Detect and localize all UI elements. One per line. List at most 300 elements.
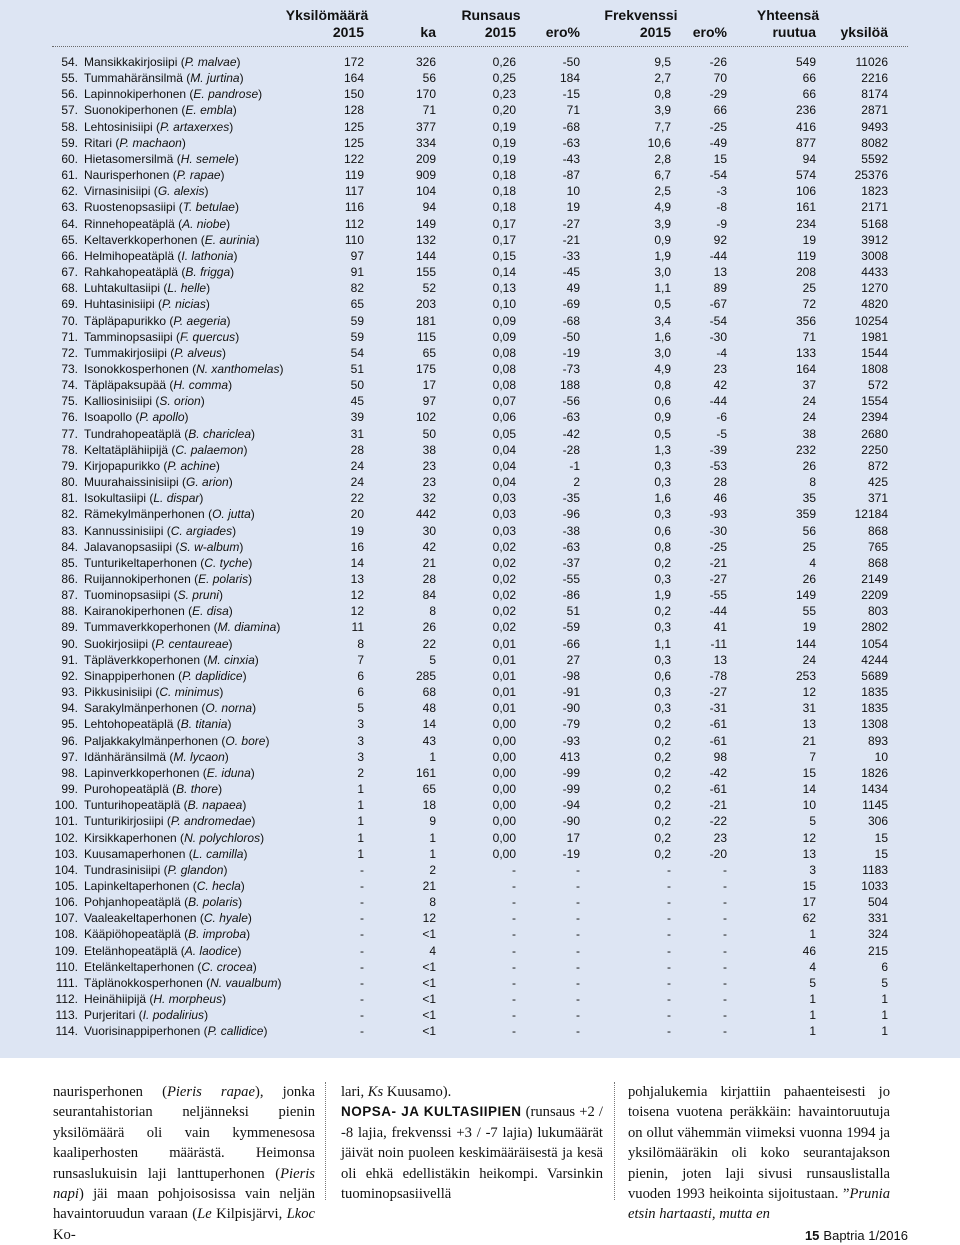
cell-ka: 65 bbox=[422, 345, 436, 360]
species-name: Sinappiperhonen (P. daplidice) bbox=[84, 668, 247, 683]
cell-f15: 0,9 bbox=[654, 410, 671, 425]
species-name: Naurisperhonen (P. rapae) bbox=[84, 168, 225, 183]
cell-y15: 28 bbox=[350, 442, 364, 457]
cell-ka: 22 bbox=[422, 636, 436, 651]
species-name: Kannussinisiipi (C. argiades) bbox=[84, 523, 237, 538]
cell-num: 87. bbox=[61, 588, 78, 603]
cell-fe: - bbox=[723, 1024, 727, 1039]
text-segment: Kilpisjärvi, bbox=[211, 1206, 287, 1223]
cell-yk: 3912 bbox=[861, 232, 888, 247]
cell-y15: 3 bbox=[357, 749, 364, 764]
cell-ru: 106 bbox=[795, 184, 816, 199]
cell-fe: 13 bbox=[713, 652, 727, 667]
species-name: Isoapollo (P. apollo) bbox=[84, 410, 189, 425]
cell-ru: 24 bbox=[802, 652, 816, 667]
table-row bbox=[0, 199, 960, 215]
cell-f15: 3,0 bbox=[654, 345, 671, 360]
cell-num: 70. bbox=[61, 313, 78, 328]
cell-ru: 12 bbox=[802, 830, 816, 845]
cell-re: 184 bbox=[559, 71, 580, 86]
cell-ka: 48 bbox=[422, 701, 436, 716]
species-name: Kääpiöhopeatäplä (B. improba) bbox=[84, 927, 251, 942]
cell-r15: - bbox=[512, 1008, 516, 1023]
cell-fe: 92 bbox=[713, 232, 727, 247]
cell-yk: 1826 bbox=[861, 765, 888, 780]
cell-yk: 371 bbox=[867, 491, 888, 506]
cell-yk: 2149 bbox=[861, 572, 888, 586]
cell-y15: 12 bbox=[350, 588, 364, 603]
cell-ka: 102 bbox=[415, 410, 436, 425]
cell-ka: 104 bbox=[415, 184, 436, 199]
cell-num: 63. bbox=[61, 200, 78, 215]
cell-ru: 1 bbox=[809, 1008, 816, 1023]
cell-fe: 15 bbox=[713, 151, 727, 166]
cell-num: 85. bbox=[61, 555, 78, 570]
cell-ru: 46 bbox=[802, 943, 816, 958]
cell-fe: -93 bbox=[709, 507, 727, 522]
cell-ka: 68 bbox=[422, 685, 436, 700]
cell-y15: 65 bbox=[350, 297, 364, 312]
table-row bbox=[0, 506, 960, 522]
cell-re: -19 bbox=[562, 345, 580, 360]
scientific-name: B. polaris bbox=[188, 895, 239, 910]
cell-yk: 1 bbox=[881, 992, 888, 1007]
cell-ka: 170 bbox=[415, 87, 436, 102]
cell-ru: 8 bbox=[809, 475, 816, 490]
cell-ru: 1 bbox=[809, 927, 816, 942]
cell-y15: 16 bbox=[350, 539, 364, 554]
cell-f15: 0,3 bbox=[654, 685, 671, 700]
cell-r15: 0,08 bbox=[492, 378, 516, 393]
magazine-issue: Baptria 1/2016 bbox=[823, 1228, 908, 1243]
cell-fe: - bbox=[723, 1008, 727, 1023]
cell-re: - bbox=[576, 878, 580, 893]
cell-num: 54. bbox=[61, 55, 78, 69]
cell-fe: -44 bbox=[709, 604, 727, 619]
cell-fe: -53 bbox=[709, 458, 727, 473]
scientific-name: S. w-album bbox=[179, 539, 240, 554]
cell-fe: -42 bbox=[709, 765, 727, 780]
cell-f15: 0,3 bbox=[654, 620, 671, 635]
species-name: Tunturikeltaperhonen (C. tyche) bbox=[84, 555, 253, 570]
species-name: Muurahaissinisiipi (G. arion) bbox=[84, 475, 233, 490]
cell-fe: 42 bbox=[713, 378, 727, 393]
cell-y15: 172 bbox=[343, 55, 364, 69]
cell-ru: 4 bbox=[809, 959, 816, 974]
cell-f15: 4,9 bbox=[654, 361, 671, 376]
scientific-name: N. xanthomelas bbox=[196, 361, 280, 376]
species-name: Ruijannokiperhonen (E. polaris) bbox=[84, 572, 253, 586]
cell-ru: 10 bbox=[802, 798, 816, 813]
table-row bbox=[0, 426, 960, 442]
cell-yk: 1981 bbox=[861, 329, 888, 344]
species-name: Kuusamaperhonen (L. camilla) bbox=[84, 846, 248, 861]
cell-r15: 0,23 bbox=[492, 87, 516, 102]
cell-f15: 7,7 bbox=[654, 119, 671, 134]
text-segment: Le bbox=[197, 1206, 212, 1223]
cell-ru: 37 bbox=[802, 378, 816, 393]
cell-f15: - bbox=[667, 959, 671, 974]
cell-r15: - bbox=[512, 878, 516, 893]
table-row bbox=[0, 943, 960, 959]
species-name: Isonokkosperhonen (N. xanthomelas) bbox=[84, 361, 284, 376]
cell-re: -33 bbox=[562, 248, 580, 263]
cell-ru: 133 bbox=[795, 345, 816, 360]
cell-num: 104. bbox=[54, 862, 78, 877]
scientific-name: C. hecla bbox=[196, 878, 241, 893]
cell-f15: 0,3 bbox=[654, 572, 671, 586]
cell-y15: 164 bbox=[343, 71, 364, 86]
cell-num: 99. bbox=[61, 782, 78, 797]
species-name: Tummahäränsilmä (M. jurtina) bbox=[84, 71, 244, 86]
cell-ru: 356 bbox=[795, 313, 816, 328]
cell-y15: 6 bbox=[357, 668, 364, 683]
cell-fe: -8 bbox=[716, 200, 727, 215]
cell-f15: - bbox=[667, 862, 671, 877]
cell-fe: -55 bbox=[709, 588, 727, 603]
cell-fe: -11 bbox=[710, 636, 727, 651]
cell-ru: 14 bbox=[802, 782, 816, 797]
cell-re: - bbox=[576, 959, 580, 974]
cell-yk: 12184 bbox=[854, 507, 888, 522]
cell-ru: 24 bbox=[802, 394, 816, 409]
column-divider bbox=[325, 1082, 326, 1200]
species-name: Täpläpapurikko (P. aegeria) bbox=[84, 313, 231, 328]
header-col-runs-ero: ero% bbox=[545, 24, 580, 40]
scientific-name: P. andromedae bbox=[170, 814, 252, 829]
cell-fe: -22 bbox=[709, 814, 727, 829]
cell-yk: 1183 bbox=[862, 862, 888, 877]
cell-re: -68 bbox=[562, 119, 580, 134]
cell-fe: 89 bbox=[713, 281, 727, 296]
cell-fe: -61 bbox=[709, 782, 727, 797]
cell-yk: 9493 bbox=[861, 119, 888, 134]
scientific-name: B. chariclea bbox=[188, 426, 251, 441]
cell-ka: 175 bbox=[415, 361, 436, 376]
scientific-name: I. lathonia bbox=[181, 248, 234, 263]
cell-r15: 0,01 bbox=[492, 701, 516, 716]
text-segment: naurisperhonen ( bbox=[53, 1084, 167, 1100]
species-name: Ruostenopsasiipi (T. betulae) bbox=[84, 200, 239, 215]
cell-num: 61. bbox=[61, 168, 78, 183]
cell-ru: 416 bbox=[795, 119, 816, 134]
cell-fe: -30 bbox=[709, 523, 727, 538]
cell-re: -50 bbox=[562, 329, 580, 344]
cell-ka: 5 bbox=[429, 652, 436, 667]
cell-num: 110. bbox=[55, 959, 78, 974]
cell-re: - bbox=[576, 975, 580, 990]
cell-ru: 19 bbox=[802, 620, 816, 635]
cell-yk: 25376 bbox=[854, 168, 888, 183]
species-name: Keltatäplähiipijä (C. palaemon) bbox=[84, 442, 248, 457]
scientific-name: P. nicias bbox=[162, 297, 206, 312]
cell-r15: 0,13 bbox=[492, 281, 516, 296]
table-row bbox=[0, 684, 960, 700]
cell-yk: 15 bbox=[874, 846, 888, 861]
cell-ru: 7 bbox=[809, 749, 816, 764]
cell-re: -45 bbox=[562, 265, 580, 280]
header-group-yksilomaara: Yksilömäärä bbox=[285, 7, 369, 23]
cell-ka: 203 bbox=[415, 297, 436, 312]
cell-num: 65. bbox=[61, 232, 78, 247]
cell-y15: 22 bbox=[350, 491, 364, 506]
cell-num: 107. bbox=[54, 911, 78, 926]
cell-ru: 144 bbox=[795, 636, 816, 651]
table-row bbox=[0, 668, 960, 684]
cell-y15: 3 bbox=[357, 733, 364, 748]
table-row bbox=[0, 296, 960, 312]
cell-yk: 5 bbox=[881, 975, 888, 990]
cell-re: -91 bbox=[562, 685, 580, 700]
cell-ka: 30 bbox=[422, 523, 436, 538]
cell-re: -42 bbox=[562, 426, 580, 441]
table-row bbox=[0, 781, 960, 797]
cell-r15: 0,04 bbox=[492, 475, 516, 490]
cell-num: 76. bbox=[61, 410, 78, 425]
cell-fe: - bbox=[723, 862, 727, 877]
cell-y15: - bbox=[360, 895, 364, 910]
cell-y15: 2 bbox=[357, 765, 364, 780]
species-name: Pikkusinisiipi (C. minimus) bbox=[84, 685, 224, 700]
header-col-frek-ero: ero% bbox=[692, 24, 727, 40]
scientific-name: E. polaris bbox=[198, 572, 249, 586]
cell-r15: 0,00 bbox=[492, 798, 516, 813]
cell-fe: 70 bbox=[713, 71, 727, 86]
cell-num: 78. bbox=[61, 442, 78, 457]
table-row bbox=[0, 361, 960, 377]
cell-num: 98. bbox=[61, 765, 78, 780]
cell-num: 71. bbox=[61, 329, 78, 344]
cell-ru: 17 bbox=[802, 895, 816, 910]
cell-y15: 24 bbox=[350, 458, 364, 473]
scientific-name: P. callidice bbox=[207, 1024, 264, 1039]
cell-re: -59 bbox=[562, 620, 580, 635]
cell-ru: 5 bbox=[809, 814, 816, 829]
scientific-name: T. betulae bbox=[182, 200, 235, 215]
cell-f15: 1,9 bbox=[654, 588, 671, 603]
species-name: Purohopeatäplä (B. thore) bbox=[84, 782, 223, 797]
cell-y15: 20 bbox=[350, 507, 364, 522]
text-segment: Ko- bbox=[53, 1226, 76, 1243]
cell-r15: - bbox=[512, 943, 516, 958]
page-number: 15 bbox=[804, 1228, 820, 1243]
cell-ru: 24 bbox=[802, 410, 816, 425]
cell-num: 102. bbox=[54, 830, 78, 845]
cell-f15: 0,3 bbox=[654, 475, 671, 490]
cell-num: 100. bbox=[54, 798, 78, 813]
scientific-name: E. embla bbox=[185, 103, 233, 118]
cell-f15: 0,5 bbox=[654, 297, 671, 312]
cell-ka: 161 bbox=[415, 765, 436, 780]
cell-yk: 215 bbox=[867, 943, 888, 958]
species-name: Isokultasiipi (L. dispar) bbox=[84, 491, 204, 506]
species-name: Täpläverkkoperhonen (M. cinxia) bbox=[84, 652, 259, 667]
cell-y15: - bbox=[360, 862, 364, 877]
cell-ru: 66 bbox=[802, 87, 816, 102]
cell-f15: 0,8 bbox=[654, 539, 671, 554]
cell-fe: -61 bbox=[709, 733, 727, 748]
cell-y15: - bbox=[360, 911, 364, 926]
cell-ka: 155 bbox=[415, 265, 436, 280]
header-group-yhteensa: Yhteensä bbox=[756, 7, 820, 23]
cell-num: 111. bbox=[56, 975, 78, 990]
cell-re: 19 bbox=[566, 200, 580, 215]
scientific-name: M. jurtina bbox=[190, 71, 240, 86]
cell-fe: - bbox=[723, 895, 727, 910]
table-row bbox=[0, 1023, 960, 1039]
header-group-runsaus: Runsaus bbox=[461, 7, 521, 23]
cell-r15: 0,01 bbox=[492, 652, 516, 667]
cell-r15: 0,04 bbox=[492, 442, 516, 457]
cell-y15: - bbox=[360, 927, 364, 942]
cell-r15: 0,19 bbox=[492, 135, 516, 150]
cell-r15: - bbox=[512, 927, 516, 942]
cell-re: -69 bbox=[562, 297, 580, 312]
cell-f15: 0,3 bbox=[654, 652, 671, 667]
cell-re: -96 bbox=[562, 507, 580, 522]
cell-ka: 149 bbox=[415, 216, 436, 231]
cell-r15: 0,04 bbox=[492, 458, 516, 473]
cell-num: 73. bbox=[61, 361, 78, 376]
cell-fe: -20 bbox=[709, 846, 727, 861]
scientific-name: B. frigga bbox=[185, 265, 231, 280]
cell-yk: 10254 bbox=[854, 313, 888, 328]
scientific-name: O. bore bbox=[225, 733, 266, 748]
table-row bbox=[0, 991, 960, 1007]
cell-num: 94. bbox=[61, 701, 78, 716]
cell-f15: 0,2 bbox=[654, 814, 671, 829]
cell-f15: 0,3 bbox=[654, 701, 671, 716]
species-name: Lapinnokiperhonen (E. pandrose) bbox=[84, 87, 263, 102]
cell-fe: - bbox=[723, 992, 727, 1007]
scientific-name: M. lycaon bbox=[173, 749, 225, 764]
cell-y15: - bbox=[360, 992, 364, 1007]
cell-ru: 119 bbox=[796, 248, 816, 263]
species-name: Pohjanhopeatäplä (B. polaris) bbox=[84, 895, 243, 910]
cell-r15: 0,08 bbox=[492, 345, 516, 360]
table-row bbox=[0, 959, 960, 975]
cell-ru: 35 bbox=[802, 491, 816, 506]
cell-ru: 149 bbox=[795, 588, 816, 603]
table-row bbox=[0, 652, 960, 668]
scientific-name: S. orion bbox=[159, 394, 201, 409]
cell-re: -99 bbox=[562, 782, 580, 797]
cell-yk: 4244 bbox=[861, 652, 888, 667]
species-name: Helmihopeatäplä (I. lathonia) bbox=[84, 248, 238, 263]
header-group-frekvenssi: Frekvenssi bbox=[604, 7, 678, 23]
cell-y15: 8 bbox=[357, 636, 364, 651]
cell-re: -35 bbox=[562, 491, 580, 506]
cell-num: 79. bbox=[61, 458, 78, 473]
cell-fe: -44 bbox=[709, 394, 727, 409]
scientific-name: A. laodice bbox=[184, 943, 238, 958]
cell-yk: 2394 bbox=[861, 410, 888, 425]
cell-num: 108. bbox=[54, 927, 78, 942]
cell-yk: 2250 bbox=[861, 442, 888, 457]
cell-y15: 128 bbox=[343, 103, 364, 118]
species-name: Tundrasinisiipi (P. glandon) bbox=[84, 862, 228, 877]
table-row bbox=[0, 716, 960, 732]
cell-r15: 0,00 bbox=[492, 733, 516, 748]
cell-y15: - bbox=[360, 878, 364, 893]
table-row bbox=[0, 345, 960, 361]
cell-y15: 1 bbox=[357, 782, 364, 797]
cell-y15: 5 bbox=[357, 701, 364, 716]
cell-ru: 1 bbox=[809, 1024, 816, 1039]
cell-r15: 0,02 bbox=[492, 555, 516, 570]
cell-r15: 0,00 bbox=[492, 814, 516, 829]
cell-ka: 94 bbox=[422, 200, 436, 215]
cell-yk: 11026 bbox=[855, 55, 888, 69]
cell-re: -56 bbox=[562, 394, 580, 409]
header-col-yksiloa: yksilöä bbox=[840, 24, 888, 40]
cell-num: 58. bbox=[61, 119, 78, 134]
cell-r15: 0,01 bbox=[492, 685, 516, 700]
table-row bbox=[0, 458, 960, 474]
cell-ka: 42 bbox=[422, 539, 436, 554]
table-row bbox=[0, 70, 960, 86]
cell-num: 56. bbox=[61, 87, 78, 102]
cell-yk: 572 bbox=[867, 378, 888, 393]
article-column-3 bbox=[628, 1082, 890, 1225]
cell-num: 113. bbox=[55, 1008, 78, 1023]
cell-yk: 1544 bbox=[861, 345, 888, 360]
species-name: Jalavanopsasiipi (S. w-album) bbox=[84, 539, 244, 554]
cell-ka: <1 bbox=[422, 927, 436, 942]
cell-yk: 6 bbox=[881, 959, 888, 974]
cell-re: 10 bbox=[566, 184, 580, 199]
cell-f15: - bbox=[667, 895, 671, 910]
cell-y15: 59 bbox=[350, 329, 364, 344]
table-row bbox=[0, 377, 960, 393]
text-segment: (runsaus +2 / -8 lajia, frekvenssi +3 / -7 lajia) lukumäärät jäivät noin puoleen keskimääräisestä ja kesä oli ehkä edellistäkin heikompi. Varsinkin tuominopsasiivellä bbox=[341, 1104, 603, 1203]
cell-fe: -31 bbox=[709, 701, 727, 716]
scientific-name: S. pruni bbox=[177, 588, 219, 603]
cell-r15: - bbox=[512, 992, 516, 1007]
cell-re: -87 bbox=[562, 168, 580, 183]
cell-f15: - bbox=[667, 1024, 671, 1039]
cell-ka: 12 bbox=[422, 911, 436, 926]
table-row bbox=[0, 393, 960, 409]
cell-ka: 43 bbox=[422, 733, 436, 748]
table-row bbox=[0, 830, 960, 846]
cell-ka: <1 bbox=[422, 975, 436, 990]
cell-fe: 23 bbox=[713, 361, 727, 376]
cell-yk: 1823 bbox=[861, 184, 888, 199]
table-row bbox=[0, 119, 960, 135]
scientific-name: C. hyale bbox=[203, 911, 248, 926]
cell-num: 91. bbox=[61, 652, 78, 667]
cell-re: -63 bbox=[562, 135, 580, 150]
cell-fe: -30 bbox=[709, 329, 727, 344]
cell-ka: 21 bbox=[422, 878, 436, 893]
scientific-name: B. napaea bbox=[187, 798, 243, 813]
cell-r15: 0,10 bbox=[492, 297, 516, 312]
table-row bbox=[0, 619, 960, 635]
cell-ru: 21 bbox=[802, 733, 816, 748]
text-segment: NOPSA- JA KULTASIIPIEN bbox=[341, 1104, 522, 1120]
table-row bbox=[0, 329, 960, 345]
table-row bbox=[0, 846, 960, 862]
cell-yk: 504 bbox=[867, 895, 888, 910]
species-name: Suonokiperhonen (E. embla) bbox=[84, 103, 237, 118]
cell-f15: 2,5 bbox=[654, 184, 671, 199]
cell-fe: -67 bbox=[709, 297, 727, 312]
cell-ka: 28 bbox=[422, 572, 436, 586]
scientific-name: E. iduna bbox=[206, 765, 251, 780]
cell-y15: 7 bbox=[357, 652, 364, 667]
cell-f15: 0,8 bbox=[654, 87, 671, 102]
